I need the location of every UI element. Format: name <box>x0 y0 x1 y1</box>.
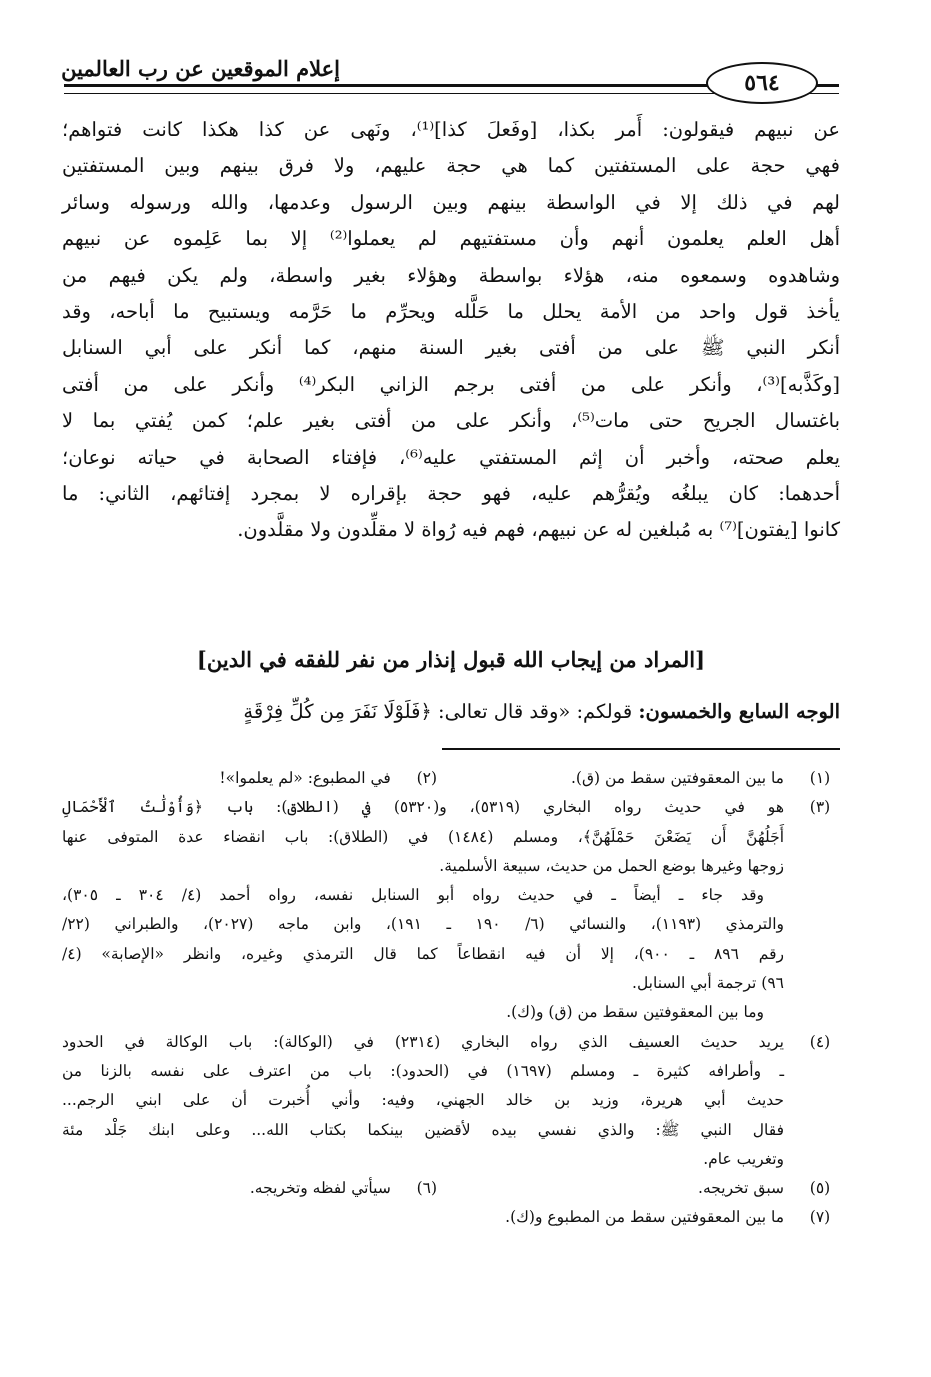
footnote-number: (١) <box>809 769 831 787</box>
text-line: أهل العلم يعلمون أنهم وأن مستفتيهم لم يعملوا⁽²⁾ إلا بما عَلِموه عن نبيهم <box>62 227 840 251</box>
footnote-7 <box>62 1203 840 1232</box>
text-line: عن نبيهم فيقولون: أَمر بكذا، [وفَعلَ كذا]⁽¹⁾، ونَهى عن كذا هكذا كانت فتواهم؛ <box>62 118 840 141</box>
page-number: ٥٦٤ <box>706 62 818 104</box>
footnote-row <box>62 1174 840 1203</box>
footnote-separator <box>442 748 840 750</box>
footnote-4 <box>62 1028 840 1174</box>
footnote-line: حديث أبي هريرة، وزيد بن خالد الجهني، وفيه: وأني أُخبرت أن على ابني الرجم... <box>62 1091 784 1110</box>
footnote-line: زوجها وغيرها بوضع الحمل من حديث، سبيعة الأسلمية. <box>439 856 784 875</box>
footnote-number: (٥) <box>809 1179 831 1198</box>
running-title: إعلام الموقعين عن رب العالمين <box>61 56 340 81</box>
section-intro-text: قولكم: «وقد قال تعالى: ﴿فَلَوْلَا نَفَرَ مِن كُلِّ فِرْقَةٍ <box>243 700 633 723</box>
text-line: باغتسال الجريح حتى مات⁽⁵⁾، وأنكر على من أفتى بغير علم؛ كمن يُفتي بما لا <box>62 409 840 433</box>
text-line: كانوا [يفتون]⁽⁷⁾ به مُبلغين له عن نبيهم، فهم فيه رُواة لا مقلِّدون ولا مقلَّدون. <box>237 518 840 542</box>
footnote-5 <box>465 1174 840 1203</box>
footnote-line: رقم ٨٩٦ ـ ٩٠٠)، إلا أن فيه انقطاعاً كما قال الترمذي وغيره، وانظر «الإصابة» (٤/ <box>62 944 784 963</box>
footnote-number: (٧) <box>809 1208 831 1227</box>
footnote-number: (٦) <box>416 1179 438 1198</box>
footnote-number: (٤) <box>809 1032 831 1051</box>
footnote-text: ما بين المعقوفتين سقط من المطبوع و(ك). <box>505 1208 784 1227</box>
footnote-line: وتغريب عام. <box>703 1149 784 1168</box>
footnote-line: ـ وأطرافه كثيرة ـ ومسلم (١٦٩٧) في (الحدود): باب من اعترف على نفسه بالزنا من <box>62 1061 784 1080</box>
footnote-line: وما بين المعقوفتين سقط من (ق) و(ك). <box>506 1003 764 1022</box>
text-line: فهي حجة على المستفتين كما هي حجة عليهم، ولا فرق بينهم وبين المستفتين <box>62 154 840 178</box>
text-line: أنكر النبي ﷺ على من أفتى بغير السنة منهم، كما أنكر على أبي السنابل <box>62 336 840 360</box>
footnotes <box>62 764 840 1233</box>
section-heading: [المراد من إيجاب الله قبول إنذار من نفر للفقه في الدين] <box>196 647 706 672</box>
footnote-text: في المطبوع: «لم يعلموا»! <box>219 769 391 787</box>
footnote-text: ما بين المعقوفتين سقط من (ق). <box>570 769 784 787</box>
section-intro-label: الوجه السابع والخمسون: <box>638 700 840 723</box>
text-line: أحدهما: كان يبلغُه ويُقرُّهم عليه، فهو حجة بإقراره لا بمجرد إفتائهم، الثاني: ما <box>62 482 840 506</box>
footnote-line: ٩٦) ترجمة أبي السنابل. <box>632 974 784 993</box>
footnote-2 <box>62 764 447 793</box>
text-line: لهم في ذلك إلا في الواسطة بينهم وبين الرسول وعدمها، والله ورسوله وسائر <box>62 190 840 214</box>
footnote-line: أَجَلُهُنَّ أَن يَضَعْنَ حَمْلَهُنَّ﴾، ومسلم (١٤٨٤) في (الطلاق): باب انقضاء عدة المتوفى عنها <box>62 827 785 846</box>
section-intro <box>62 694 840 730</box>
text-line: يأخذ قول واحد من الأمة يحلل ما حَلَّله ويحرِّم ما حَرَّمه ويستبيح ما أباحه، وقد <box>62 300 840 324</box>
footnote-6 <box>62 1174 447 1203</box>
footnote-3 <box>62 793 840 1027</box>
footnote-line: هو في حديث رواه البخاري (٥٣١٩)، و(٥٣٢٠) في (الطلاق): باب ﴿وَأُوْلَٰتُ ٱلْأَحْمَالِ <box>62 798 784 817</box>
text-line: وشاهدوه وسمعوه منه، هؤلاء بواسطة وهؤلاء بغير واسطة، ولم يكن فيهم من <box>62 263 840 287</box>
footnote-line: فقال النبي ﷺ: والذي نفسي بيده لأقضين بينكما بكتاب الله... وعلى ابنك جَلْد مئة <box>62 1120 784 1139</box>
text-line: [وكَذَّبه]⁽³⁾، وأنكر على من أفتى برجم الزاني البكر⁽⁴⁾ وأنكر على من أفتى <box>62 372 840 396</box>
footnote-line: وقد جاء ـ أيضاً ـ في حديث رواه أبو السنابل نفسه، رواه أحمد (٤/ ٣٠٤ ـ ٣٠٥)، <box>62 886 764 905</box>
footnote-row <box>62 764 840 793</box>
footnote-line: والترمذي (١١٩٣)، والنسائي (٦/ ١٩٠ ـ ١٩١)، وابن ماجه (٢٠٢٧)، والطبراني (٢٢/ <box>62 915 784 934</box>
footnote-number: (٢) <box>416 769 438 787</box>
main-text <box>62 112 840 549</box>
footnote-1 <box>465 764 840 793</box>
footnote-text: سبق تخريجه. <box>698 1179 784 1198</box>
text-line: يعلم صحته، وأخبر أن إثم المستفتي عليه⁽⁶⁾، فإفتاء الصحابة في حياته نوعان؛ <box>62 445 840 469</box>
footnote-number: (٣) <box>809 798 831 817</box>
footnote-line: يريد حديث العسيف الذي رواه البخاري (٢٣١٤) في (الوكالة): باب الوكالة في الحدود <box>62 1032 784 1051</box>
footnote-text: سيأتي لفظه وتخريجه. <box>249 1179 391 1198</box>
